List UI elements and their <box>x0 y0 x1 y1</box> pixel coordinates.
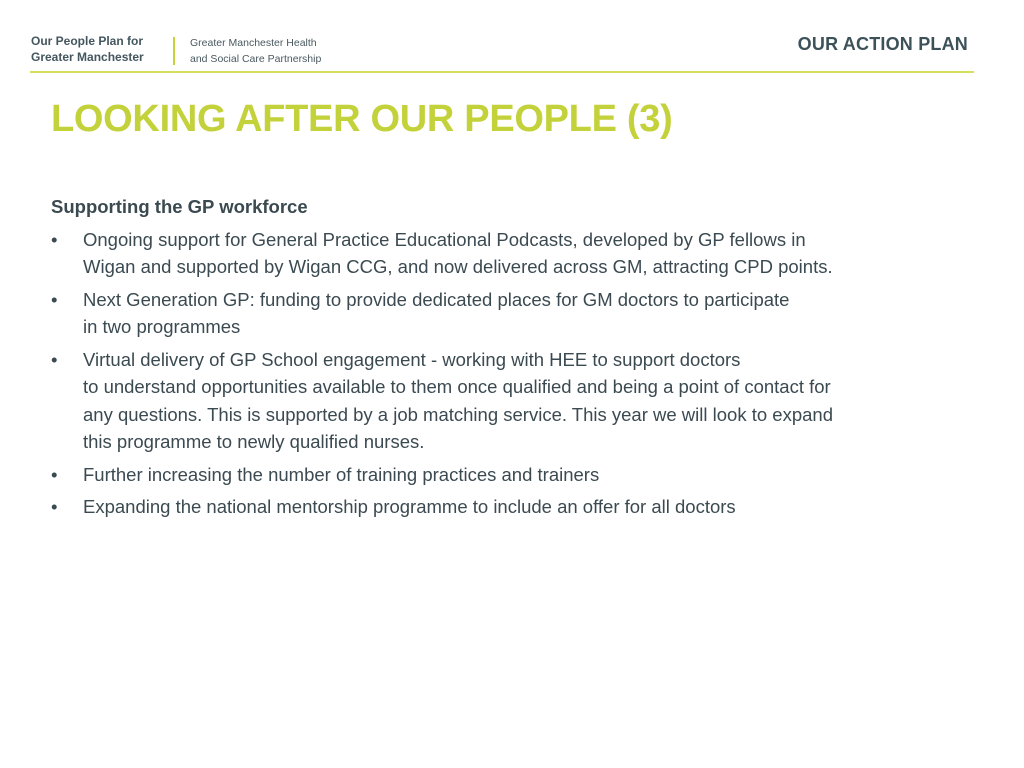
bullet-icon: • <box>51 228 58 250</box>
bullet-item <box>51 461 981 489</box>
bullet-item <box>51 226 981 281</box>
bullet-text-line: Further increasing the number of training practices and trainers <box>83 463 600 485</box>
bullet-text-line: Next Generation GP: funding to provide dedicated places for GM doctors to participate <box>83 288 790 310</box>
section-label: OUR ACTION PLAN <box>797 34 968 54</box>
bullet-text-line: Ongoing support for General Practice Educational Podcasts, developed by GP fellows in <box>83 228 806 250</box>
bullet-text-line: Expanding the national mentorship programme to include an offer for all doctors <box>83 496 736 517</box>
bullet-icon: • <box>51 463 58 485</box>
header-rule <box>30 71 974 73</box>
bullet-item <box>51 286 981 341</box>
section-heading: Supporting the GP workforce <box>51 196 308 217</box>
plan-name-line2: Greater Manchester <box>31 50 144 64</box>
slide-content <box>51 193 981 526</box>
bullet-text-line: Virtual delivery of GP School engagement - working with HEE to support doctors <box>83 348 741 370</box>
bullet-icon: • <box>51 348 58 370</box>
bullet-text-line: to understand opportunities available to them once qualified and being a point of contact for <box>83 376 831 397</box>
bullet-text-line: this programme to newly qualified nurses. <box>83 431 425 452</box>
page-title: LOOKING AFTER OUR PEOPLE (3) <box>51 98 673 140</box>
bullet-text-line: in two programmes <box>83 316 241 337</box>
bullet-icon: • <box>51 288 58 310</box>
plan-name-logo <box>31 33 144 65</box>
partnership-name <box>190 35 321 67</box>
bullet-item <box>51 493 981 521</box>
plan-name-line1: Our People Plan for <box>31 34 144 48</box>
bullet-icon: • <box>51 496 58 517</box>
bullet-list <box>51 226 981 521</box>
slide-header <box>0 0 1024 75</box>
bullet-text-line: any questions. This is supported by a job matching service. This year we will look to expand <box>83 403 833 425</box>
header-divider <box>173 37 175 65</box>
bullet-text-line: Wigan and supported by Wigan CCG, and now delivered across GM, attracting CPD points. <box>83 256 833 277</box>
partnership-line1: Greater Manchester Health <box>190 37 317 49</box>
partnership-line2: and Social Care Partnership <box>190 53 322 65</box>
bullet-item <box>51 346 981 456</box>
